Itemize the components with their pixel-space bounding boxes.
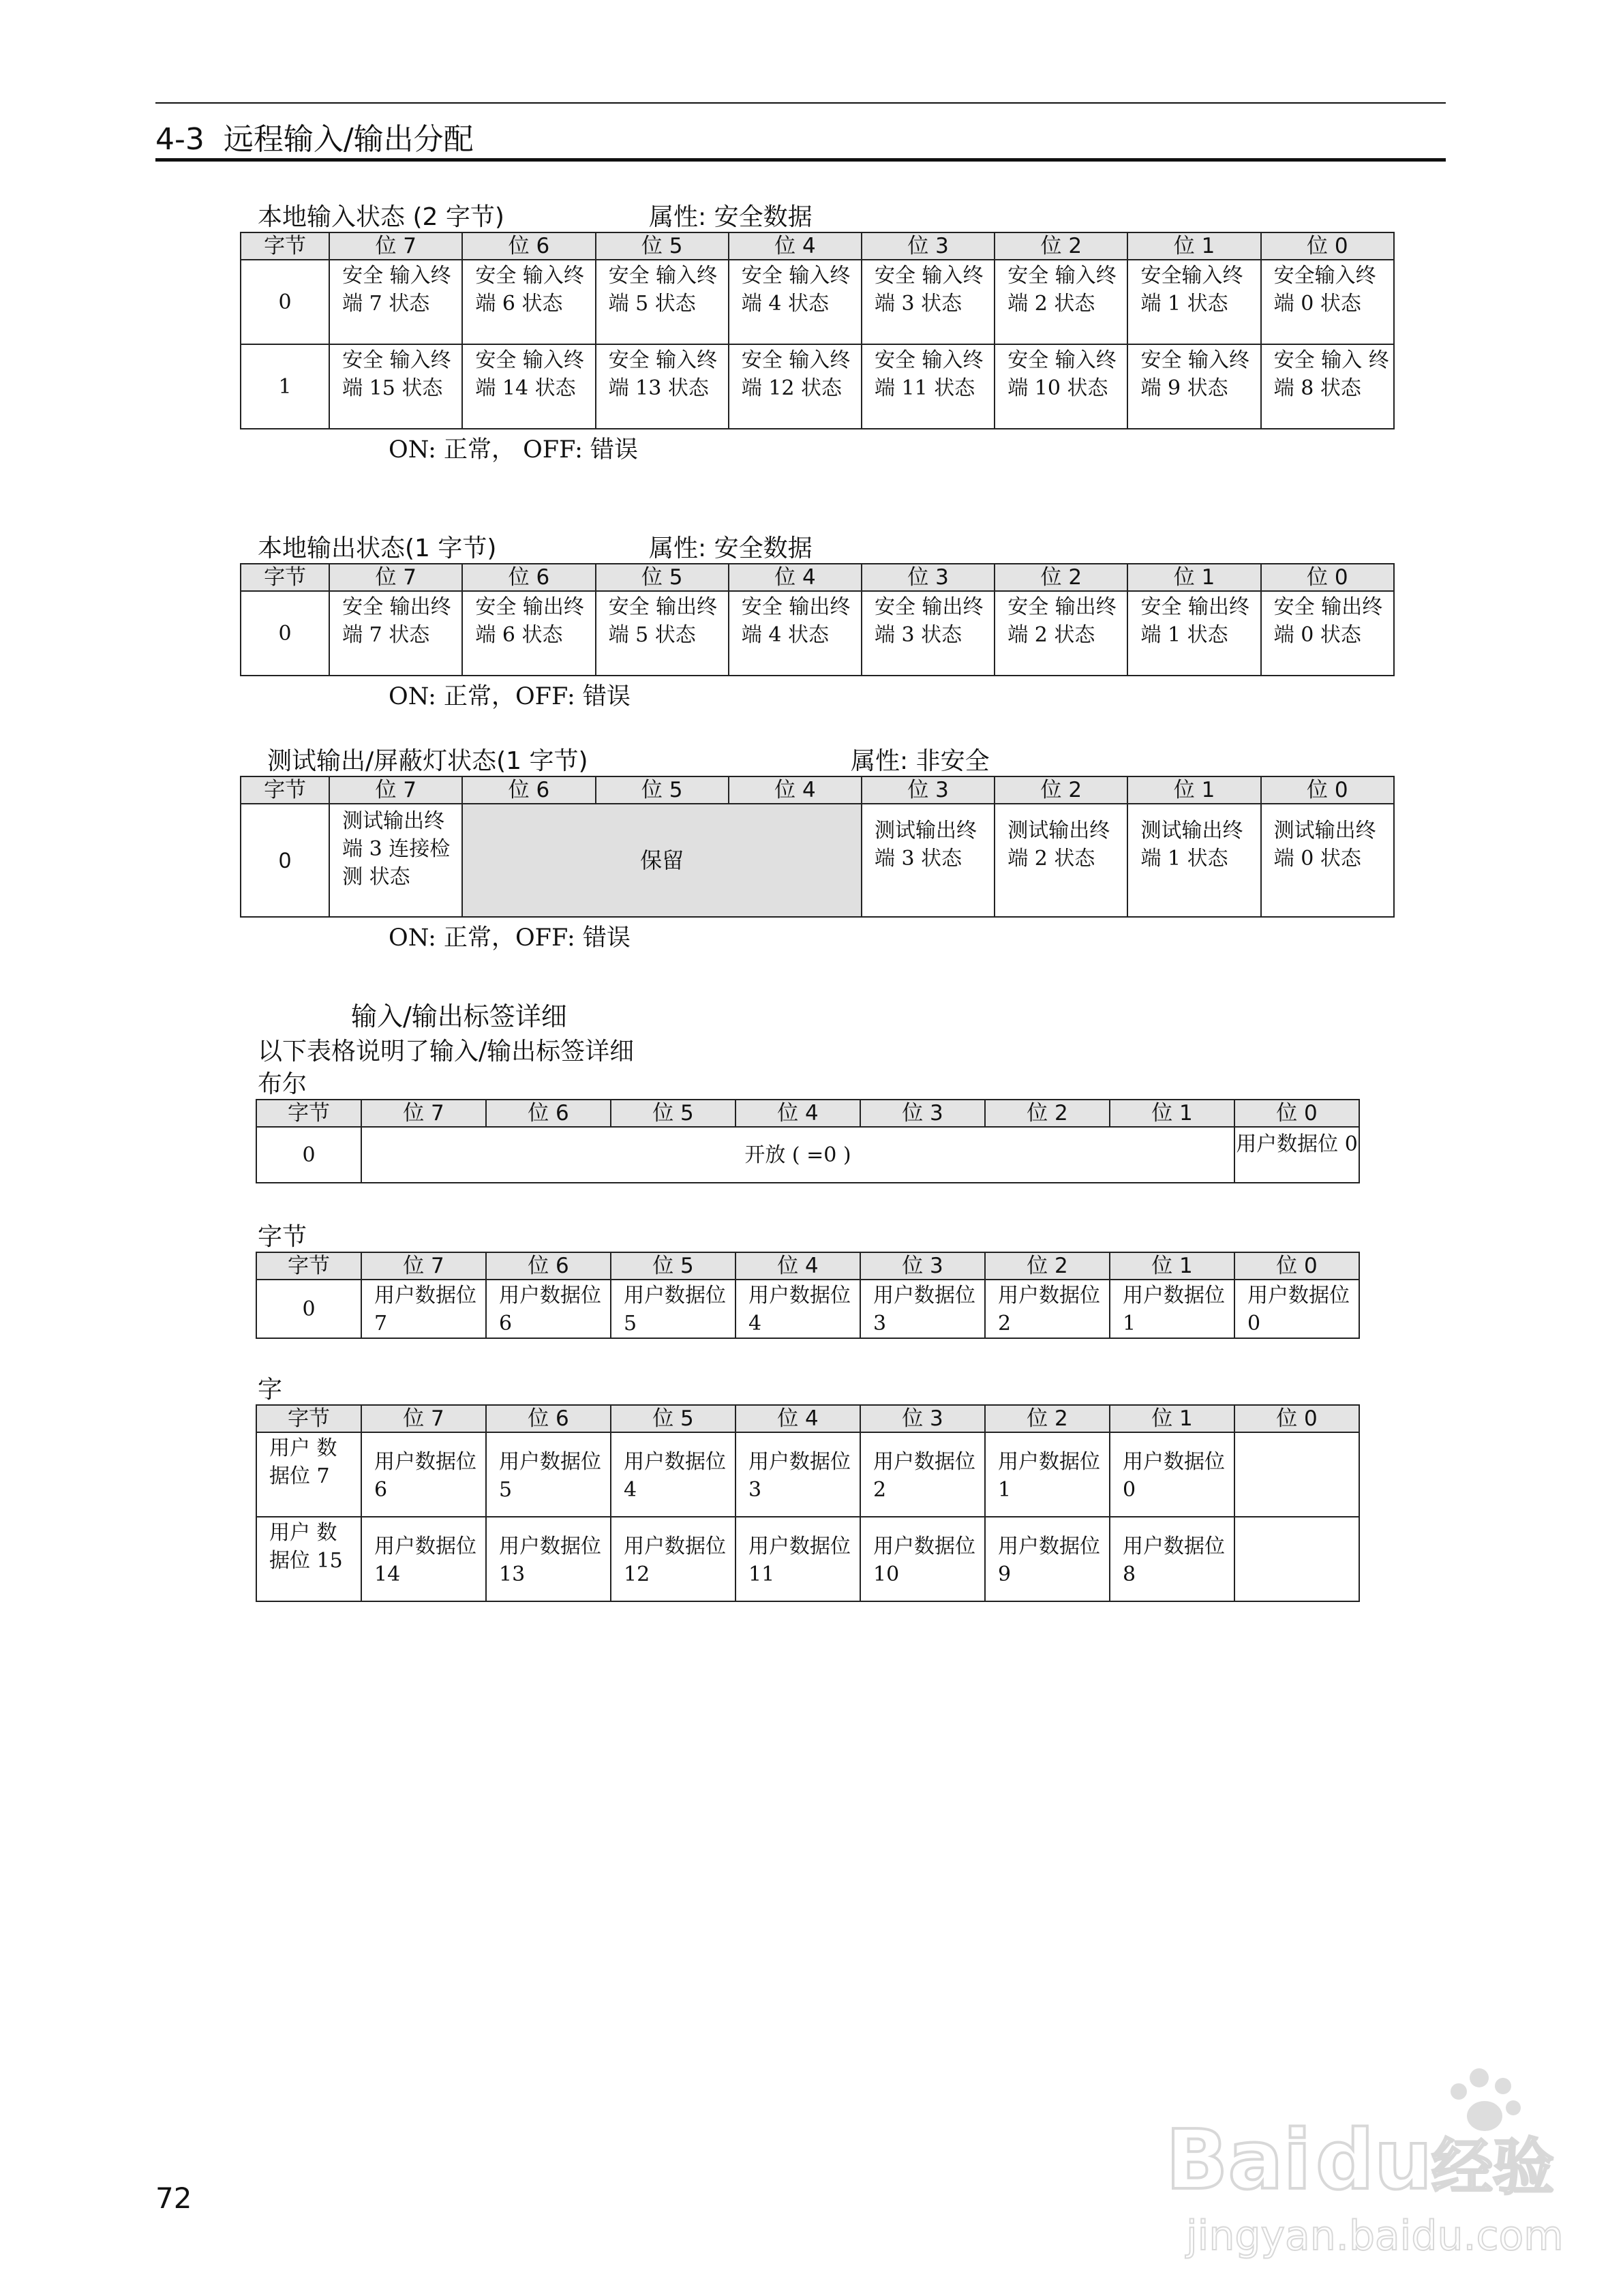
table-cell: 安全 输出终端 7 状态 [329,591,462,676]
section-title: 远程输入/输出分配 [223,122,474,157]
table-cell: 安全 输入终端 9 状态 [1127,344,1260,429]
col-bit3: 位 3 [860,1405,985,1432]
table-cell: 安全 输入 终端 8 状态 [1261,344,1394,429]
local-input-status-table [240,232,1395,429]
table-header-row [241,564,1394,591]
col-bit3: 位 3 [862,232,995,260]
col-bit7: 位 7 [329,564,462,591]
table-cell: 用户数据位 9 [985,1517,1110,1601]
table-row [256,1517,1359,1601]
table-cell: 用户数据位 1 [1110,1280,1234,1338]
table-cell: 安全 输入终端 12 状态 [729,344,862,429]
table-cell: 测试输出终端 3 连接检测 状态 [329,804,462,917]
byte-cell: 0 [241,804,329,917]
table-cell: 用户数据位 0 [1110,1432,1234,1517]
col-bit1: 位 1 [1110,1405,1234,1432]
col-bit7: 位 7 [361,1252,486,1280]
table-row [256,1127,1359,1183]
t4-caption: 布尔 [258,1070,307,1098]
test-output-status-table [240,776,1395,918]
svg-text:Bai: Bai [1166,2113,1311,2208]
table-cell: 测试输出终端 0 状态 [1261,804,1394,917]
top-rule [155,102,1446,104]
table-cell: 用户 数据位 15 [256,1517,361,1601]
table-row [256,1432,1359,1517]
col-bit4: 位 4 [735,1405,860,1432]
table-cell: 安全 输入终端 4 状态 [729,260,862,344]
byte-table [256,1252,1360,1339]
table-cell: 用户数据位 6 [361,1432,486,1517]
table-cell: 安全输入终端 1 状态 [1127,260,1260,344]
table-cell: 安全 输出终端 3 状态 [862,591,995,676]
col-bit2: 位 2 [995,776,1127,804]
table-cell: 用户数据位 5 [611,1280,735,1338]
table-cell: 用户数据位 3 [860,1280,985,1338]
table-header-row [256,1252,1359,1280]
col-bit4: 位 4 [729,232,862,260]
open-cell: 开放 ( =0 ) [361,1127,1234,1183]
col-bit5: 位 5 [611,1405,735,1432]
table-cell: 安全 输出终端 1 状态 [1127,591,1260,676]
col-bit2: 位 2 [985,1252,1110,1280]
t6-caption: 字 [258,1376,283,1404]
table-cell: 安全 输入终端 13 状态 [596,344,729,429]
baidu-watermark-logo [1159,2059,1564,2263]
table-cell: 安全 输入终端 6 状态 [462,260,595,344]
col-bit6: 位 6 [486,1405,611,1432]
byte-cell: 0 [241,260,329,344]
table-row [241,344,1394,429]
table-cell [1234,1517,1359,1601]
table-cell: 用户数据位 2 [985,1280,1110,1338]
byte-header: 字节 [241,564,329,591]
col-bit1: 位 1 [1110,1100,1234,1127]
table-cell: 安全 输入终端 7 状态 [329,260,462,344]
table-cell: 用户数据位 0 [1234,1280,1359,1338]
header-rule [155,158,1446,162]
table-cell: 用户数据位 6 [486,1280,611,1338]
table-cell: 测试输出终端 2 状态 [995,804,1127,917]
svg-text:经验: 经验 [1431,2132,1554,2203]
col-bit3: 位 3 [860,1252,985,1280]
t1-attribute: 属性: 安全数据 [649,203,813,231]
byte-header: 字节 [256,1100,361,1127]
col-bit4: 位 4 [735,1252,860,1280]
byte-cell: 0 [241,591,329,676]
page-header [155,115,474,158]
col-bit7: 位 7 [361,1405,486,1432]
col-bit4: 位 4 [729,776,862,804]
word-table [256,1404,1360,1602]
table-cell: 用户数据位 4 [735,1280,860,1338]
col-bit3: 位 3 [862,776,995,804]
col-bit3: 位 3 [860,1100,985,1127]
col-bit5: 位 5 [596,232,729,260]
t3-note: ON: 正常，OFF: 错误 [389,924,631,952]
reserved-cell: 保留 [462,804,862,917]
t2-note: ON: 正常，OFF: 错误 [389,683,631,710]
table-cell: 测试输出终端 3 状态 [862,804,995,917]
col-bit6: 位 6 [462,232,595,260]
table-cell: 安全 输出终端 0 状态 [1261,591,1394,676]
table-cell: 用户数据位 1 [985,1432,1110,1517]
table-cell: 用户数据位 12 [611,1517,735,1601]
table-cell: 用户数据位 0 [1234,1127,1359,1183]
col-bit4: 位 4 [735,1100,860,1127]
col-bit5: 位 5 [596,564,729,591]
table-cell: 安全 输入终端 5 状态 [596,260,729,344]
col-bit1: 位 1 [1127,776,1260,804]
table-header-row [241,776,1394,804]
byte-cell: 1 [241,344,329,429]
col-bit6: 位 6 [462,776,595,804]
table-cell: 用户数据位 7 [361,1280,486,1338]
byte-cell: 0 [256,1280,361,1338]
col-bit3: 位 3 [862,564,995,591]
col-bit5: 位 5 [611,1252,735,1280]
t3-attribute: 属性: 非安全 [851,747,990,775]
table-cell: 测试输出终端 1 状态 [1127,804,1260,917]
table-row [241,591,1394,676]
page-number: 72 [155,2181,192,2215]
tags-intro: 以下表格说明了输入/输出标签详细 [258,1038,635,1066]
byte-header: 字节 [241,776,329,804]
col-bit1: 位 1 [1127,564,1260,591]
byte-header: 字节 [256,1405,361,1432]
t5-caption: 字节 [258,1223,307,1251]
byte-header: 字节 [241,232,329,260]
col-bit5: 位 5 [611,1100,735,1127]
table-cell: 用户数据位 13 [486,1517,611,1601]
table-cell: 安全 输出终端 4 状态 [729,591,862,676]
col-bit0: 位 0 [1261,564,1394,591]
col-bit0: 位 0 [1234,1405,1359,1432]
local-output-status-table [240,563,1395,676]
col-bit7: 位 7 [361,1100,486,1127]
table-header-row [256,1100,1359,1127]
svg-text:du: du [1316,2113,1433,2208]
t1-note: ON: 正常， OFF: 错误 [389,436,639,464]
col-bit6: 位 6 [486,1100,611,1127]
table-cell: 安全 输出终端 5 状态 [596,591,729,676]
table-cell: 用户数据位 5 [486,1432,611,1517]
t3-caption: 测试输出/屏蔽灯状态(1 字节) [267,747,588,775]
t2-caption: 本地输出状态(1 字节) [258,534,497,562]
col-bit0: 位 0 [1261,232,1394,260]
table-row [241,804,1394,917]
col-bit0: 位 0 [1234,1252,1359,1280]
col-bit7: 位 7 [329,232,462,260]
table-cell: 安全 输出终端 2 状态 [995,591,1127,676]
col-bit0: 位 0 [1261,776,1394,804]
table-cell: 用户数据位 14 [361,1517,486,1601]
table-cell [1234,1432,1359,1517]
byte-cell: 0 [256,1127,361,1183]
col-bit2: 位 2 [995,564,1127,591]
table-row [241,260,1394,344]
col-bit4: 位 4 [729,564,862,591]
table-cell: 安全输入终端 0 状态 [1261,260,1394,344]
table-cell: 安全 输入终端 3 状态 [862,260,995,344]
table-header-row [256,1405,1359,1432]
col-bit2: 位 2 [985,1100,1110,1127]
table-cell: 安全 输出终端 6 状态 [462,591,595,676]
table-cell: 安全 输入终端 11 状态 [862,344,995,429]
table-cell: 用户数据位 11 [735,1517,860,1601]
svg-text:jingyan.baidu.com: jingyan.baidu.com [1186,2212,1564,2260]
table-cell: 安全 输入终端 2 状态 [995,260,1127,344]
t1-caption: 本地输入状态 (2 字节) [258,203,504,231]
table-row [256,1280,1359,1338]
table-cell: 用户 数据位 7 [256,1432,361,1517]
col-bit0: 位 0 [1234,1100,1359,1127]
t2-attribute: 属性: 安全数据 [649,534,813,562]
table-cell: 安全 输入终端 15 状态 [329,344,462,429]
col-bit7: 位 7 [329,776,462,804]
table-cell: 用户数据位 10 [860,1517,985,1601]
table-cell: 安全 输入终端 14 状态 [462,344,595,429]
tags-heading: 输入/输出标签详细 [351,1001,567,1031]
section-number: 4-3 [155,122,204,157]
table-cell: 安全 输入终端 10 状态 [995,344,1127,429]
col-bit6: 位 6 [462,564,595,591]
col-bit5: 位 5 [596,776,729,804]
col-bit6: 位 6 [486,1252,611,1280]
table-cell: 用户数据位 8 [1110,1517,1234,1601]
col-bit1: 位 1 [1127,232,1260,260]
table-cell: 用户数据位 3 [735,1432,860,1517]
col-bit1: 位 1 [1110,1252,1234,1280]
bool-table [256,1099,1360,1183]
byte-header: 字节 [256,1252,361,1280]
table-cell: 用户数据位 2 [860,1432,985,1517]
col-bit2: 位 2 [995,232,1127,260]
table-cell: 用户数据位 4 [611,1432,735,1517]
col-bit2: 位 2 [985,1405,1110,1432]
table-header-row [241,232,1394,260]
